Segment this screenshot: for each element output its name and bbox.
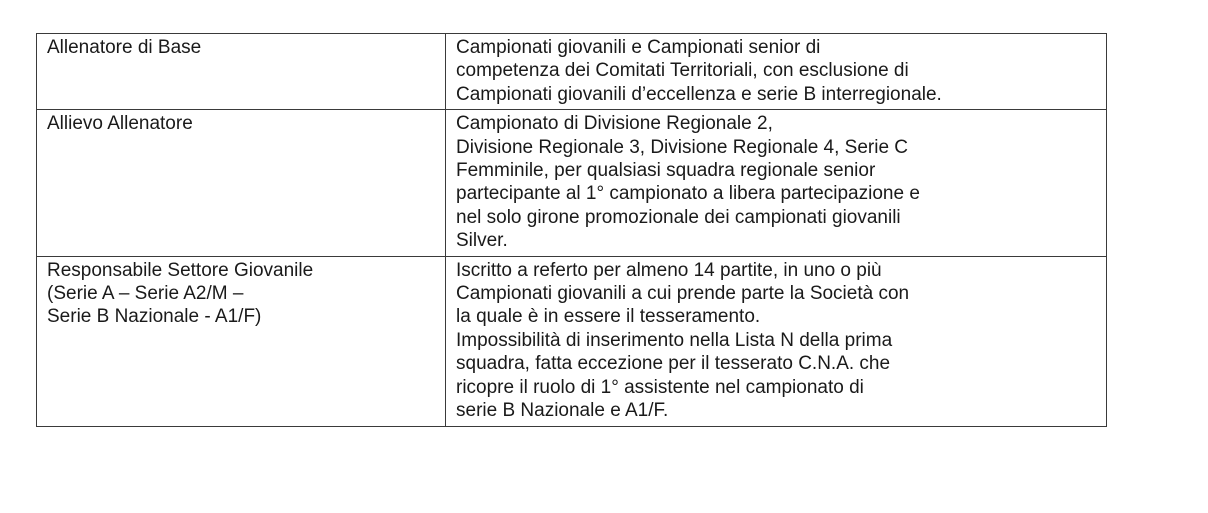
description-line: Divisione Regionale 3, Divisione Regionale 4, Serie C [456, 136, 909, 158]
description-cell [446, 110, 1107, 256]
role-text: Allenatore di Base [47, 37, 202, 58]
description-line: Campionati giovanili a cui prende parte la Società con [456, 283, 910, 305]
description-line: ricopre il ruolo di 1° assistente nel campionato di [456, 376, 864, 398]
coach-qualification-table [36, 33, 1107, 427]
description-line: Silver. [456, 230, 508, 252]
description-cell [446, 256, 1107, 426]
role-text: Responsabile Settore Giovanile [47, 259, 314, 281]
description-line: Iscritto a referto per almeno 14 partite, in uno o più [456, 259, 882, 281]
table-row [37, 256, 1107, 426]
description-line: partecipante al 1° campionato a libera partecipazione e [456, 183, 920, 205]
description-line: Impossibilità di inserimento nella Lista N della prima [456, 329, 893, 351]
description-line: Campionato di Divisione Regionale 2, [456, 113, 773, 135]
description-cell [446, 34, 1107, 110]
description-line: Campionati giovanili d’eccellenza e serie B interregionale. [456, 83, 942, 105]
role-cell [37, 110, 446, 256]
role-cell [37, 256, 446, 426]
role-cell [37, 34, 446, 110]
description-line: serie B Nazionale e A1/F. [456, 400, 669, 422]
description-line: squadra, fatta eccezione per il tesserato C.N.A. che [456, 353, 891, 375]
description-line: la quale è in essere il tesseramento. [456, 306, 761, 328]
table-row [37, 110, 1107, 256]
description-line: Femminile, per qualsiasi squadra regionale senior [456, 160, 876, 182]
role-text: Serie B Nazionale - A1/F) [47, 306, 262, 328]
description-line: nel solo girone promozionale dei campionati giovanili [456, 206, 901, 228]
role-text: (Serie A – Serie A2/M – [47, 283, 244, 305]
role-text: Allievo Allenatore [47, 113, 193, 135]
table-row [37, 34, 1107, 110]
description-line: Campionati giovanili e Campionati senior di [456, 37, 821, 58]
description-line: competenza dei Comitati Territoriali, con esclusione di [456, 60, 909, 82]
